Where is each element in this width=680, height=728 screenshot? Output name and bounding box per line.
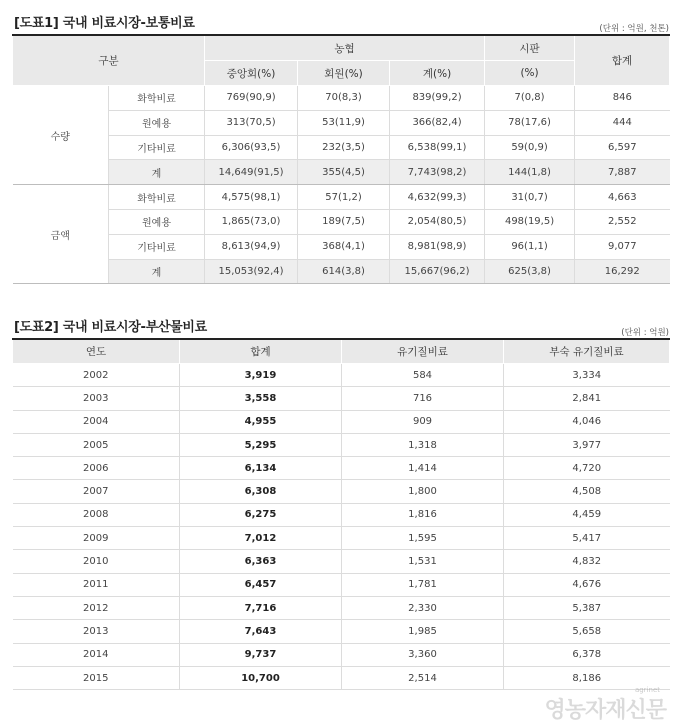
cell-member: 189(7,5) — [298, 209, 390, 234]
table2 — [12, 338, 670, 690]
total-cell: 5,295 — [180, 433, 342, 456]
year-cell: 2005 — [13, 433, 180, 456]
total-cell: 7,012 — [180, 527, 342, 550]
compost-cell: 4,459 — [504, 503, 670, 526]
cell-total: 846 — [575, 86, 670, 111]
total-cell: 10,700 — [180, 666, 342, 689]
header-total: 합계 — [575, 35, 670, 86]
header-nonghyup: 농협 — [205, 35, 485, 61]
total-cell: 7,716 — [180, 596, 342, 619]
table-row — [13, 387, 670, 410]
cell-sipan: 625(3,8) — [485, 259, 575, 284]
total-cell: 9,737 — [180, 643, 342, 666]
table1-unit: (단위 : 억원, 천톤) — [599, 24, 669, 34]
year-cell: 2007 — [13, 480, 180, 503]
cell-member: 368(4,1) — [298, 234, 390, 259]
watermark-logo: 영농자재신문 — [544, 698, 666, 723]
compost-cell: 3,334 — [504, 364, 670, 387]
table1 — [12, 34, 670, 284]
cell-central: 8,613(94,9) — [205, 234, 298, 259]
cell-total: 2,552 — [575, 209, 670, 234]
cell-sum: 2,054(80,5) — [390, 209, 485, 234]
total-cell: 3,919 — [180, 364, 342, 387]
header-member: 회원(%) — [298, 61, 390, 86]
cell-member: 232(3,5) — [298, 135, 390, 160]
cell-member: 355(4,5) — [298, 160, 390, 185]
table-row — [13, 457, 670, 480]
cell-total: 6,597 — [575, 135, 670, 160]
table-row — [13, 527, 670, 550]
cell-sum: 6,538(99,1) — [390, 135, 485, 160]
cell-central: 6,306(93,5) — [205, 135, 298, 160]
year-cell: 2009 — [13, 527, 180, 550]
compost-cell: 5,658 — [504, 620, 670, 643]
row-label: 계 — [109, 259, 205, 284]
cell-sipan: 7(0,8) — [485, 86, 575, 111]
table-row — [13, 259, 670, 284]
table1-section — [12, 12, 669, 284]
year-cell: 2003 — [13, 387, 180, 410]
compost-cell: 4,832 — [504, 550, 670, 573]
cell-member: 53(11,9) — [298, 110, 390, 135]
table-row — [13, 410, 670, 433]
organic-cell: 1,816 — [342, 503, 504, 526]
table-row — [13, 596, 670, 619]
group-label: 수량 — [13, 86, 109, 185]
cell-central: 769(90,9) — [205, 86, 298, 111]
row-label: 기타비료 — [109, 135, 205, 160]
cell-sum: 7,743(98,2) — [390, 160, 485, 185]
year-cell: 2011 — [13, 573, 180, 596]
total-cell: 6,363 — [180, 550, 342, 573]
table1-title-row — [12, 12, 669, 34]
organic-cell: 1,800 — [342, 480, 504, 503]
total-cell: 6,275 — [180, 503, 342, 526]
header-sipan: 시판 — [485, 35, 575, 61]
cell-sum: 8,981(98,9) — [390, 234, 485, 259]
cell-sipan: 59(0,9) — [485, 135, 575, 160]
table-row — [13, 364, 670, 387]
table-row — [13, 110, 670, 135]
column-header: 유기질비료 — [342, 339, 504, 364]
organic-cell: 1,414 — [342, 457, 504, 480]
year-cell: 2006 — [13, 457, 180, 480]
table-row — [13, 550, 670, 573]
organic-cell: 2,330 — [342, 596, 504, 619]
row-label: 화학비료 — [109, 86, 205, 111]
row-label: 원예용 — [109, 209, 205, 234]
cell-total: 7,887 — [575, 160, 670, 185]
total-cell: 6,308 — [180, 480, 342, 503]
table-row — [13, 666, 670, 689]
cell-member: 57(1,2) — [298, 185, 390, 210]
organic-cell: 3,360 — [342, 643, 504, 666]
column-header: 연도 — [13, 339, 180, 364]
year-cell: 2004 — [13, 410, 180, 433]
organic-cell: 1,781 — [342, 573, 504, 596]
cell-sipan: 144(1,8) — [485, 160, 575, 185]
cell-total: 4,663 — [575, 185, 670, 210]
group-label: 금액 — [13, 185, 109, 284]
compost-cell: 4,046 — [504, 410, 670, 433]
cell-sum: 839(99,2) — [390, 86, 485, 111]
organic-cell: 1,985 — [342, 620, 504, 643]
total-cell: 7,643 — [180, 620, 342, 643]
cell-total: 444 — [575, 110, 670, 135]
organic-cell: 584 — [342, 364, 504, 387]
cell-member: 70(8,3) — [298, 86, 390, 111]
compost-cell: 2,841 — [504, 387, 670, 410]
row-label: 화학비료 — [109, 185, 205, 210]
header-pct: (%) — [485, 61, 575, 86]
cell-sum: 4,632(99,3) — [390, 185, 485, 210]
compost-cell: 4,720 — [504, 457, 670, 480]
cell-sipan: 78(17,6) — [485, 110, 575, 135]
year-cell: 2015 — [13, 666, 180, 689]
row-label: 원예용 — [109, 110, 205, 135]
year-cell: 2002 — [13, 364, 180, 387]
table-row — [13, 503, 670, 526]
compost-cell: 5,417 — [504, 527, 670, 550]
cell-total: 9,077 — [575, 234, 670, 259]
cell-member: 614(3,8) — [298, 259, 390, 284]
compost-cell: 3,977 — [504, 433, 670, 456]
table1-title: [도표1] 국내 비료시장-보통비료 — [14, 16, 195, 31]
table2-title: [도표2] 국내 비료시장-부산물비료 — [14, 320, 207, 335]
cell-central: 1,865(73,0) — [205, 209, 298, 234]
organic-cell: 1,531 — [342, 550, 504, 573]
row-label: 기타비료 — [109, 234, 205, 259]
cell-central: 313(70,5) — [205, 110, 298, 135]
organic-cell: 909 — [342, 410, 504, 433]
year-cell: 2010 — [13, 550, 180, 573]
table-row — [13, 433, 670, 456]
compost-cell: 6,378 — [504, 643, 670, 666]
year-cell: 2014 — [13, 643, 180, 666]
cell-sum: 366(82,4) — [390, 110, 485, 135]
cell-total: 16,292 — [575, 259, 670, 284]
column-header: 합계 — [180, 339, 342, 364]
cell-central: 15,053(92,4) — [205, 259, 298, 284]
table-row — [13, 209, 670, 234]
header-central: 중앙회(%) — [205, 61, 298, 86]
table-row — [13, 234, 670, 259]
cell-central: 14,649(91,5) — [205, 160, 298, 185]
cell-sipan: 498(19,5) — [485, 209, 575, 234]
compost-cell: 5,387 — [504, 596, 670, 619]
column-header: 부숙 유기질비료 — [504, 339, 670, 364]
table2-unit: (단위 : 억원) — [621, 328, 669, 338]
watermark-sub: agrinet — [634, 686, 660, 694]
table-row — [13, 160, 670, 185]
header-category: 구분 — [13, 35, 205, 86]
compost-cell: 4,508 — [504, 480, 670, 503]
organic-cell: 716 — [342, 387, 504, 410]
cell-sipan: 31(0,7) — [485, 185, 575, 210]
table-row — [13, 643, 670, 666]
compost-cell: 8,186 — [504, 666, 670, 689]
table-row — [13, 135, 670, 160]
compost-cell: 4,676 — [504, 573, 670, 596]
cell-central: 4,575(98,1) — [205, 185, 298, 210]
year-cell: 2008 — [13, 503, 180, 526]
total-cell: 3,558 — [180, 387, 342, 410]
table2-title-row — [12, 316, 669, 338]
row-label: 계 — [109, 160, 205, 185]
organic-cell: 2,514 — [342, 666, 504, 689]
total-cell: 4,955 — [180, 410, 342, 433]
table-row — [13, 573, 670, 596]
header-sum: 계(%) — [390, 61, 485, 86]
table-row — [13, 620, 670, 643]
cell-sipan: 96(1,1) — [485, 234, 575, 259]
organic-cell: 1,595 — [342, 527, 504, 550]
year-cell: 2012 — [13, 596, 180, 619]
total-cell: 6,134 — [180, 457, 342, 480]
table-row — [13, 480, 670, 503]
table-row — [13, 86, 670, 111]
year-cell: 2013 — [13, 620, 180, 643]
table2-section — [12, 316, 669, 690]
total-cell: 6,457 — [180, 573, 342, 596]
cell-sum: 15,667(96,2) — [390, 259, 485, 284]
table-row — [13, 185, 670, 210]
organic-cell: 1,318 — [342, 433, 504, 456]
